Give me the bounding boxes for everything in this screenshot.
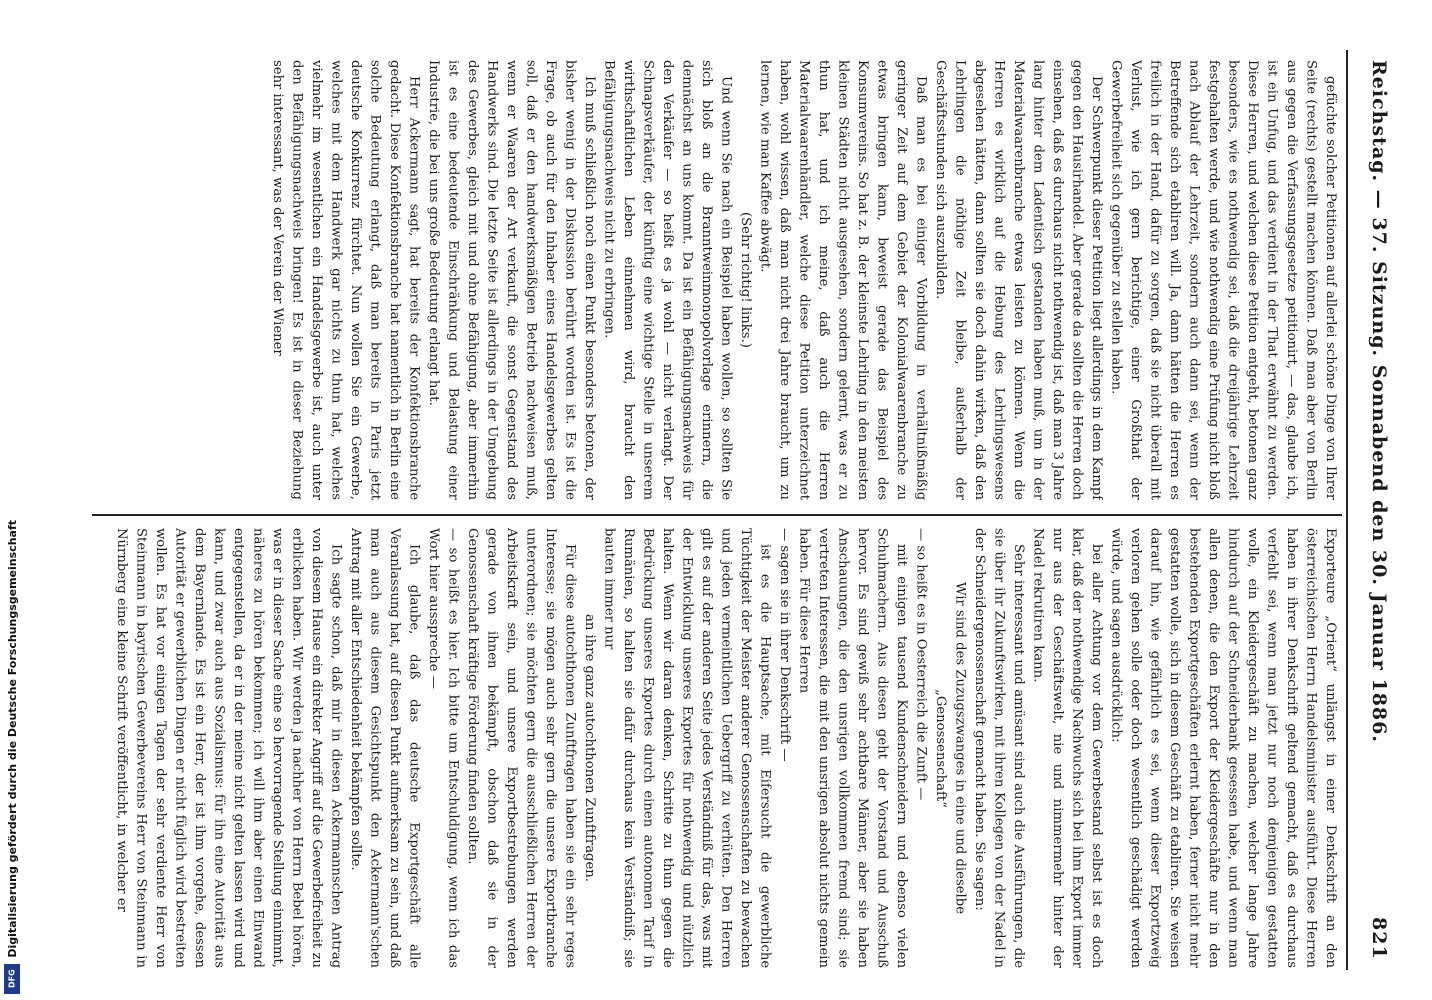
quote: mit einigen tausend Kundenschneidern und ebenso vielen Schuhmachern. Aus diesen geht der Vorstand und Ausschuß hervor. Es sind gewiß sehr achtbare Männer, aber sie haben Anschauungen, die den unsrigen vollkommen fremd sind; sie vertreten Interessen, die mit den unsrigen absolut nichts gemein haben. Für diese Herren (796, 528, 909, 968)
credit-text: Digitalisierung gefördert durch die Deutsche Forschungsgemeinschaft (5, 520, 19, 958)
paragraph: Daß man es bei einiger Vorbildung in verhältnißmäßig geringer Zeit auf dem Gebiet der Kolonialwaarenbranche zu etwas bringen kann, beweist gerade das Beispiel des Konsumvereins. So hat z. B. der kleinste Lehrling in den meisten kleinen Städten nicht ausgesehen, sondern gelernt, was er zu thun hat, und ich meine, daß auch die Herren Materialwaarenhändler, welche diese Petition unterzeichnet haben, wohl wissen, daß man nicht drei Jahre braucht, um zu lernen, wie man Kaffee abwägt. (757, 60, 929, 500)
quote: bei aller Achtung vor dem Gewerbestand selbst ist es doch klar, daß der nothwendige Nachwuchs sich bei ihm Export immer nur aus der Geschäftswelt, nie und nimmermehr hinter der Nadel rekrutiren kann. (1030, 528, 1104, 968)
quote: ist es die Hauptsache, mit Eifersucht die gewerbliche Tüchtigkeit der Meister anderer Genossenschaften zu bewachen und jeden vermeintlichen Uebergriff zu verhüten. Den Herren gilt es auf der anderen Seite jedes Verständniß für das, was mit der Entwicklung unseres Exportes für nothwendig und nützlich halten. Wenn wir daran denken, Schritte zu thun gegen die Bedrückung unseres Exportes durch einen autonomen Tarif in Rumänien, so halten sie dafür durchaus kein Verständniß; sie bauten immer nur (601, 528, 773, 968)
digitization-credit (2, 0, 22, 1000)
text-column-right (100, 528, 1340, 968)
paragraph: Der Schwerpunkt dieser Petition liegt allerdings in dem Kampf gegen den Hausirhandel. Aber gerade da sollten die Herren doch einsehen, daß es durchaus nicht nothwendig ist, daß man 3 Jahre lang hinter dem Ladentisch gestanden haben muß, um in der Materialwaarenbranche etwas leisten zu können. Wenn die Herren es wirklich auf die Hebung des Lehrlingswesens abgesehen hätten, dann sollten sie doch dahin wirken, daß den Lehrlingen die nöthige Zeit bleibe, außerhalb der Geschäftsstunden sich auszubilden. (933, 60, 1104, 500)
dfg-logo: DFG (4, 964, 20, 994)
paragraph: Ich sagte schon, daß mir in diesen Ackermannschen Antrag von diesem Hause ein direkter Angriff auf die Gewerbefreiheit zu erblicken haben. Wir werden ja nachher von Herrn Bebel hören, was er in dieser Sache eine so hervorragende Stellung einnimmt, näheres zu hören bekommen; ich will ihm aber einen Einwand entgegenstellen, da er in der meine nicht gelten lassen wird und kann, und zwar auch aus Sozialismus: für ihn eine Autorität aus dem Bayernlande. Es ist ein Herr, der ist ihm vorgehe, dessen Autorität er gewerblichen Dingen er nicht füglich wird bestreiten wollen. Es hat vor einigen Tagen der sehr verdiente Herr von Steinmann in bayrischen Gewerbevereins Herr von Steinmann in Nürnberg eine kleine Schrift veröffentlicht, in welcher er (114, 528, 344, 968)
paragraph: Sehr interessant und amüsant sind auch die Ausführungen, die sie über ihr Zukunftswirken, mit ihren Kollegen von der Nadel in der Schneidergenossenschaft gemacht haben. Sie sagen: (972, 528, 1026, 968)
paragraph: gefüchte solcher Petitionen auf allerlei schöne Dinge von Ihrer Seite (rechts) gestellt machen können. Daß man aber von Berlin aus gegen die Verfassungsgesetze petitionirt, — das, glaube ich, ist ein Unfug, und das verdient in der That erwähnt zu werden. Diese Herren, und welchen diese Petition entgeht, betonen ganz besonders, wie es nothwendig sei, daß die dreijährige Lehrzeit festgehalten werde, und wie nothwendig eine Prüfung nicht bloß nach Ablauf der Lehrzeit, sondern auch dann sei, wenn der Betreffende sich etabliren will. Ja, dann hätten die Herren es freilich in der Hand, dafür zu sorgen, daß sie nicht überall mit Verlust, wie ich gern berichtige, einer Großthat der Gewerbefreiheit sich gegenüber zu stellen haben. (1108, 60, 1338, 500)
header-rule (1346, 50, 1348, 970)
page-number: 821 (1368, 917, 1390, 960)
paragraph: Herr Ackermann sagt, hat bereits der Konfektionsbranche gedacht. Diese Konfektionsbranche hat namentlich in Berlin eine solche Bedeutung erlangt, daß man bereits in Paris jetzt deutsche Konkurrenz fürchtet. Nun wollen Sie ein Gewerbe, welches mit dem Handwerk gar nichts zu thun hat, welches vielmehr im wesentlichen ein Handelsgewerbe ist, auch unter den Befähigungsnachweis bringen! Es ist in dieser Beziehung sehr interessant, was der Verein der Wiener (270, 60, 422, 500)
paragraph: Exporteure „Orient“ unlängst in einer Denkschrift an den österreichischen Herrn Handelsminister ausführt. Diese Herren haben in ihrer Denkschrift geltend gemacht, daß es durchaus verfehlt sei, wenn man jetzt nur noch demjenigen gestatten wolle, ein Kleidergeschäft zu machen, welcher lange Jahre hindurch auf der Schneiderbank gesessen habe, und wenn man allen denen, die den Export der Kleidergeschäfte nur in den bestehenden Exportgeschäften erlernt haben, ferner nicht mehr gestatten wolle, sich in diesem Geschäft zu etabliren. Sie weisen darauf hin, wie gefährlich es sei, wenn dieser Exportzweig verloren gehen solle oder doch wesentlich geschädigt werden würde, und sagen ausdrücklich: (1108, 528, 1338, 968)
paragraph: Und wenn Sie nach ein Beispiel haben wollen, so sollten Sie sich bloß an die Branntweinmonopolvorlage erinnern, die demnächst an uns kommt. Da ist ein Befähigungsnachweis für den Verkäufer — so heißt es ja wohl — nicht verlangt. Der Schnapsverkäufer, der künftig eine wichtige Stelle in unserem wirthschaftlichen Leben einnehmen wird, braucht den Befähigungsnachweis nicht zu erbringen. (601, 60, 734, 500)
paragraph: — sagen sie in ihrer Denkschrift — (777, 528, 792, 762)
text-column-left (100, 60, 1340, 500)
paragraph: — so heißt es hier. Ich bitte um Entschuldigung, wenn ich das Wort hier ausspreche — (426, 528, 461, 968)
header-title: Reichstag. — 37. Sitzung. Sonnabend den 30. Januar 1886. (1368, 60, 1390, 743)
paragraph: Ich muß schließlich noch einen Punkt besonders betonen, der bisher wenig in der Diskussion berührt worden ist. Es ist die Frage, ob auch für den Inhaber eines Handelsgewerbes gelten soll, daß er den handwerksmäßigen Betrieb nachweisen muß, wenn er Waaren der Art verkauft, die sonst Gegenstand des Handwerks sind. Die letzte Seite ist allerdings in der Umgebung des Gewerbes, gleich mit und ohne Befähigung, aber immerhin ist es eine bedeutende Einschränkung und Belastung einer Industrie, die bei uns große Bedeutung erlangt hat. (426, 60, 597, 500)
paragraph: — so heißt es in Oesterreich die Zunft — (913, 528, 929, 801)
quote: Wir sind des Zuzugszwanges in eine und dieselbe „Genossenschaft“ (933, 582, 968, 914)
interjection: (Sehr richtig! links.) (738, 212, 753, 348)
quote: an ihre ganz autochthonen Zunftfragen. (582, 614, 597, 882)
column-rule (92, 514, 1342, 516)
page-header (1362, 60, 1396, 960)
paragraph: Für diese autochthonen Zunftfragen haben sie ein sehr reges Interesse; sie mögen auch sehr gern die unsere Exportbranche unterordnen; sie möchten gern die ausschließlichen Herren der Arbeitskraft sein, und unsere Exportbestrebungen werden gerade von ihnen bekämpft, obschon daß sie in der Genossenschaft kräftige Förderung finden sollten. (465, 528, 578, 968)
paragraph: Ich glaube, daß das deutsche Exportgeschäft alle Veranlassung hat, auf diesen Punkt aufmerksam zu sein, und daß man auch aus diesem Gesichtspunkt den Ackermann'schen Antrag mit aller Entschiedenheit bekämpfen sollte. (348, 528, 422, 968)
